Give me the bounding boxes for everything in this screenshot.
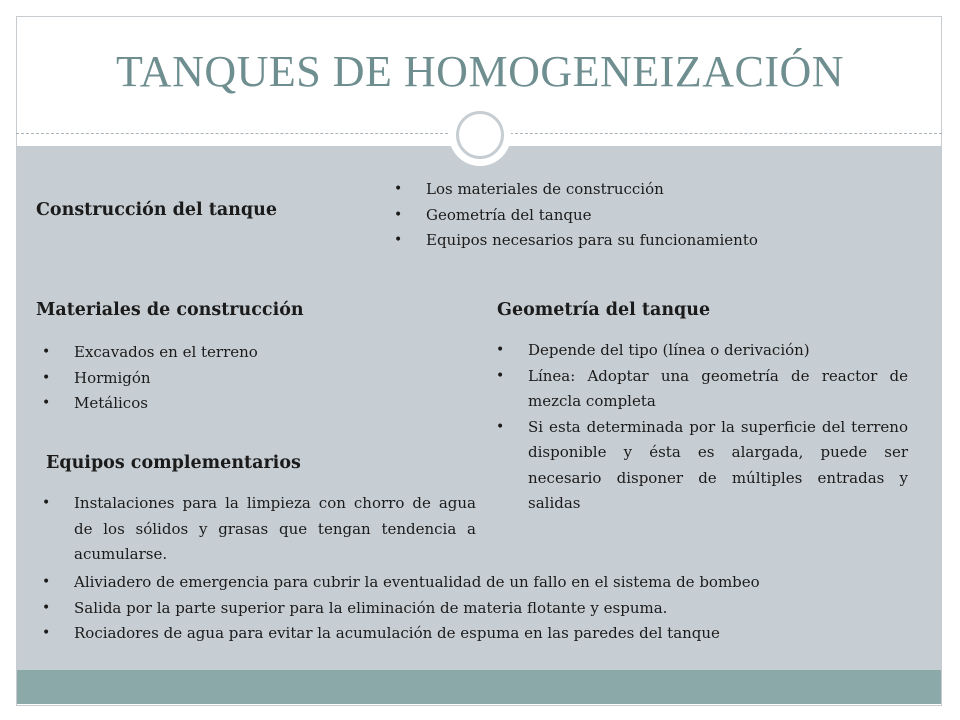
bullet-icon: • [42, 599, 51, 616]
equipos-list-top [38, 491, 476, 568]
bullet-icon: • [394, 181, 403, 197]
list-item: • Metálicos [38, 391, 458, 417]
construccion-heading: Construcción del tanque [36, 200, 278, 220]
list-item: • Línea: Adoptar una geometría de reactor de mezcla completa [492, 364, 908, 415]
list-item: • Hormigón [38, 366, 458, 392]
bullet-icon: • [496, 342, 505, 358]
equipos-heading: Equipos complementarios [46, 453, 301, 473]
bullet-icon: • [42, 369, 51, 386]
bullet-icon: • [42, 495, 51, 511]
list-item: • Aliviadero de emergencia para cubrir la eventualidad de un fallo en el sistema de bombeo [38, 570, 896, 596]
ring-ornament-icon [456, 111, 504, 159]
list-item: • Equipos necesarios para su funcionamiento [390, 228, 890, 254]
bullet-icon: • [496, 418, 505, 435]
list-item: • Excavados en el terreno [38, 340, 458, 366]
bullet-icon: • [394, 232, 403, 248]
list-item: • Los materiales de construcción [390, 177, 890, 203]
list-item: • Rociadores de agua para evitar la acumulación de espuma en las paredes del tanque [38, 621, 896, 647]
bullet-icon: • [42, 574, 51, 590]
list-item: • Instalaciones para la limpieza con chorro de agua de los sólidos y grasas que tengan tendencia a acumularse. [38, 491, 476, 568]
geometria-list [492, 338, 908, 517]
materiales-list [38, 340, 458, 417]
footer-band [17, 670, 941, 704]
bullet-icon: • [42, 625, 51, 641]
bullet-icon: • [42, 344, 51, 360]
list-item: • Geometría del tanque [390, 203, 890, 229]
materiales-heading: Materiales de construcción [36, 300, 304, 320]
geometria-heading: Geometría del tanque [497, 300, 711, 320]
bullet-icon: • [496, 367, 505, 384]
list-item: • Depende del tipo (línea o derivación) [492, 338, 908, 364]
list-item: • Si esta determinada por la superficie del terreno disponible y ésta es alargada, puede ser necesario disponer de múltiples entradas y salidas [492, 415, 908, 517]
bullet-icon: • [394, 206, 403, 223]
equipos-list-bottom [38, 570, 896, 647]
bullet-icon: • [42, 395, 51, 411]
slide-title: TANQUES DE HOMOGENEIZACIÓN [115, 47, 845, 96]
construccion-list [390, 177, 890, 254]
list-item: • Salida por la parte superior para la eliminación de materia flotante y espuma. [38, 596, 896, 622]
